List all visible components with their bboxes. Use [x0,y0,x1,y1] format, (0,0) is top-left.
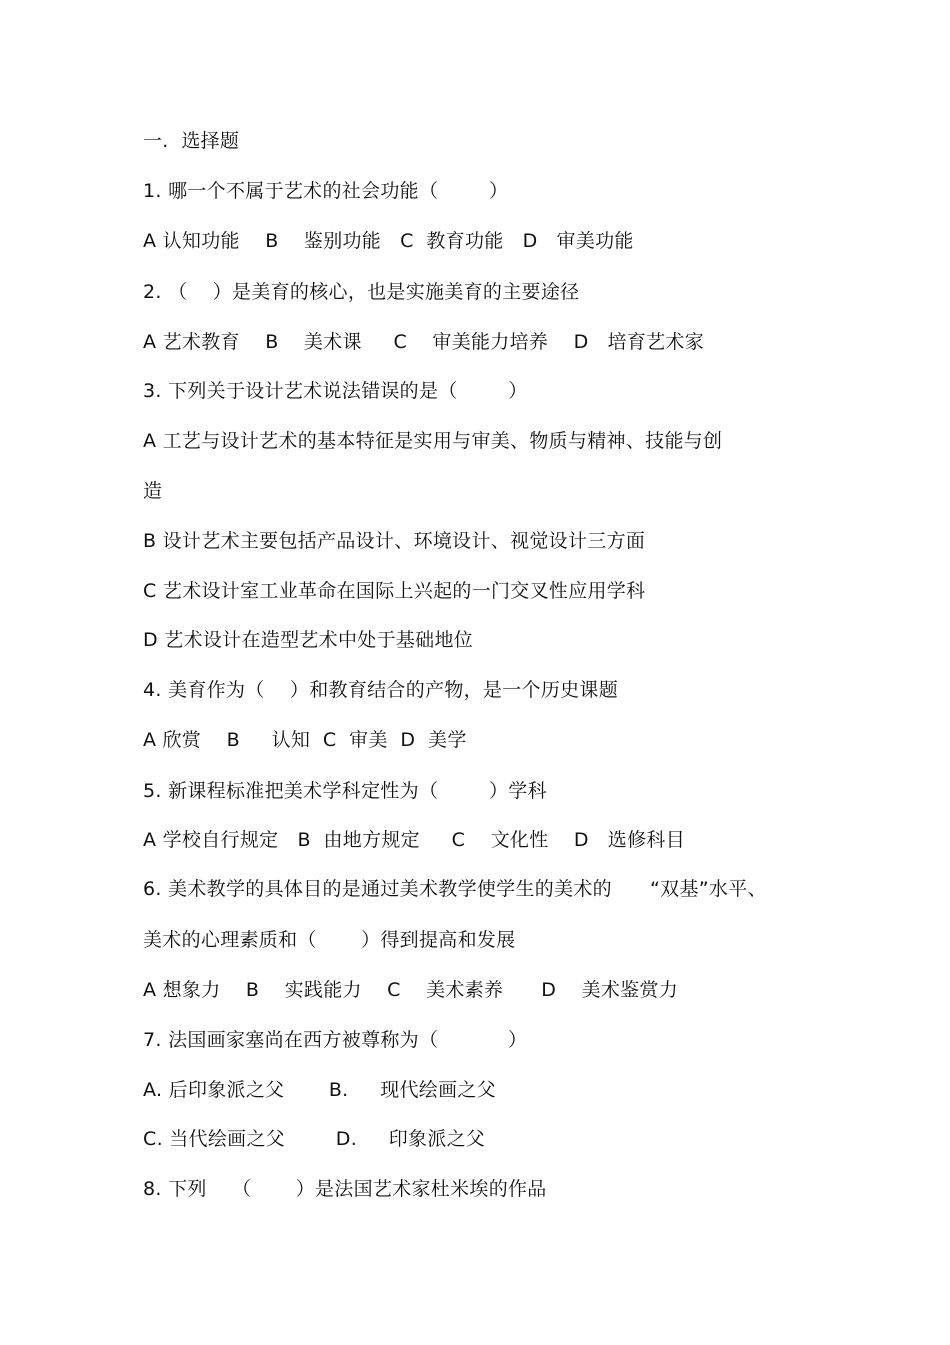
question-3-option-b: B 设计艺术主要包括产品设计、环境设计、视觉设计三方面 [143,530,646,552]
question-8: 8. 下列 （ ）是法国艺术家杜米埃的作品 [143,1178,547,1200]
question-5: 5. 新课程标准把美术学科定性为（ ）学科 [143,780,547,802]
question-4: 4. 美育作为（ ）和教育结合的产物，是一个历史课题 [143,679,619,701]
question-3-option-a-continued: 造 [143,480,163,502]
question-1: 1. 哪一个不属于艺术的社会功能（ ） [143,180,509,202]
question-7-options-cd: C. 当代绘画之父 D. 印象派之父 [143,1128,486,1150]
question-2-options: A 艺术教育 B 美术课 C 审美能力培养 D 培育艺术家 [143,331,705,353]
question-3-option-c: C 艺术设计室工业革命在国际上兴起的一门交叉性应用学科 [143,580,646,602]
question-5-options: A 学校自行规定 B 由地方规定 C 文化性 D 选修科目 [143,829,685,851]
question-6: 6. 美术教学的具体目的是通过美术教学使学生的美术的 “双基”水平、 [143,878,767,900]
question-1-options: A 认知功能 B 鉴别功能 C 教育功能 D 审美功能 [143,230,634,252]
question-4-options: A 欣赏 B 认知 C 审美 D 美学 [143,729,467,751]
question-6-options: A 想象力 B 实践能力 C 美术素养 D 美术鉴赏力 [143,979,679,1001]
question-6-continued: 美术的心理素质和（ ）得到提高和发展 [143,929,516,951]
question-3: 3. 下列关于设计艺术说法错误的是（ ） [143,380,528,402]
question-7-options-ab: A. 后印象派之父 B. 现代绘画之父 [143,1079,496,1101]
question-3-option-a: A 工艺与设计艺术的基本特征是实用与审美、物质与精神、技能与创 [143,430,723,452]
section-heading: 一. 选择题 [143,130,240,152]
question-7: 7. 法国画家塞尚在西方被尊称为（ ） [143,1029,528,1051]
question-2: 2. （ ）是美育的核心，也是实施美育的主要途径 [143,281,580,303]
question-3-option-d: D 艺术设计在造型艺术中处于基础地位 [143,629,474,651]
